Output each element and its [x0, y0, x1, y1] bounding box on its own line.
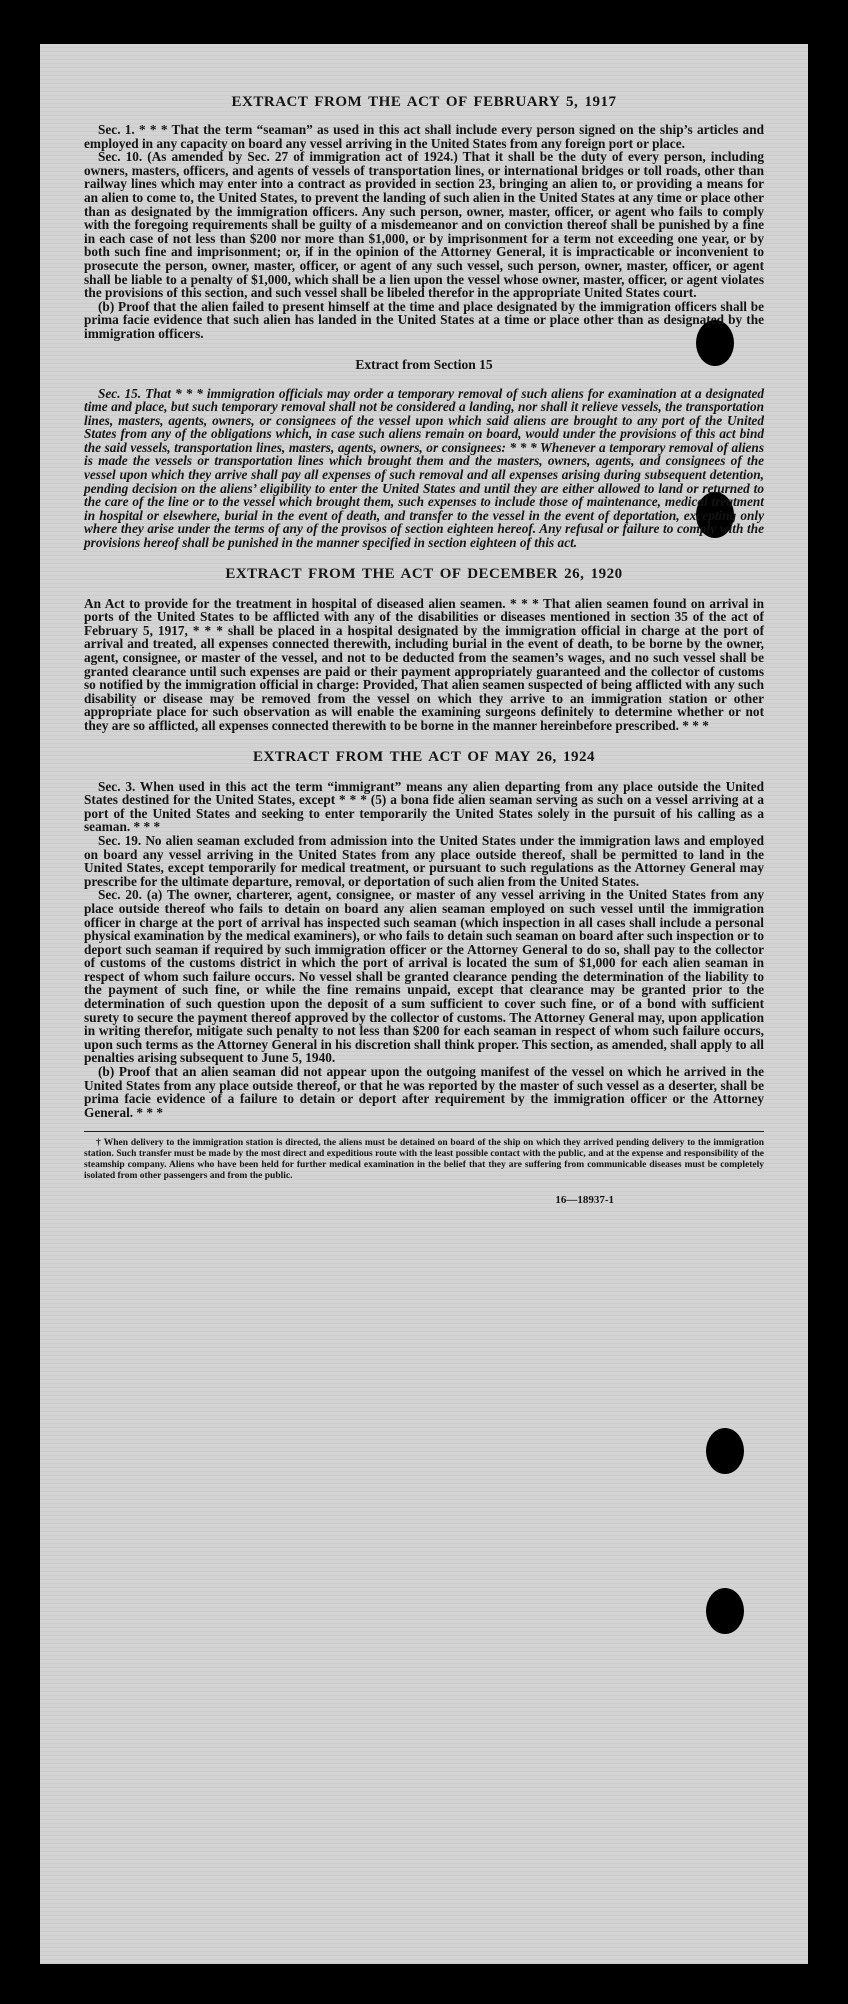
section-act-1917 — [84, 94, 764, 341]
paragraph: Sec. 3. When used in this act the term “immigrant” means any alien departing from any place outside the United States destined for the United States, except * * * (5) a bona fide alien seaman serving as such on a vessel arriving at a port of the United States and seeking to enter temporarily the United States solely in the pursuit of his calling as a seaman. * * * — [84, 778, 764, 835]
paragraph: Sec. 1. * * * That the term “seaman” as used in this act shall include every person signed on the ship’s articles and employed in any capacity on board any vessel arriving in the United States from any foreign port or place. — [84, 122, 764, 151]
section-act-1920 — [84, 566, 764, 733]
punch-hole — [706, 1588, 744, 1634]
punch-hole — [706, 1428, 744, 1474]
section-heading: EXTRACT FROM THE ACT OF MAY 26, 1924 — [252, 748, 596, 765]
paragraph: Sec. 19. No alien seaman excluded from admission into the United States under the immigration laws and employed on board any vessel arriving in the United States from any place outside thereof, shall be permitted to land in the United States, except temporarily for medical treatment, or pursuant to such regulations as the Attorney General may prescribe for the ultimate departure, removal, or deportation of such alien from the United States. — [84, 832, 764, 889]
section-heading: Extract from Section 15 — [355, 356, 493, 372]
paragraph: (b) Proof that the alien failed to present himself at the time and place designated by the immigration officers shall be prima facie evidence that such alien has landed in the United States at a time or place other than as designated by the immigration officers. — [84, 298, 764, 341]
paragraph: Sec. 15. That * * * immigration officials may order a temporary removal of such aliens for examination at a designated time and place, but such temporary removal shall not be considered a landing, nor shall it relieve vessels, the transportation lines, masters, agents, owners, or consignees of the vessel upon which said aliens are brought to any port of the United States from any of the obligations which, in case such aliens remain on board, would under the provisions of this act bind the said vessels, transportation lines, masters, agents, owners, or consignees: * * * Whenever a temporary removal of aliens is made the vessels or transportation lines which brought them and the masters, owners, agents, and consignees of the vessel upon which they arrive shall pay all expenses of such removal and all expenses arising during subsequent detention, pending decision on the aliens’ eligibility to enter the United States and until they are either allowed to land or returned to the care of the line or to the vessel which brought them, such expenses to include those of maintenance, medical treatment in hospital or elsewhere, burial in the event of death, and transfer to the vessel in the event of deportation, excepting only where they arise under the terms of any of the provisos of section eighteen hereof. Any refusal or failure to comply with the provisions hereof shall be punished in the manner specified in section eighteen of this act. — [84, 385, 764, 551]
form-number: 16—18937-1 — [555, 1193, 614, 1206]
section-heading: EXTRACT FROM THE ACT OF FEBRUARY 5, 1917 — [231, 94, 617, 110]
footnote-divider — [84, 1131, 764, 1132]
section-heading: EXTRACT FROM THE ACT OF DECEMBER 26, 1920 — [225, 565, 623, 582]
paragraph: Sec. 20. (a) The owner, charterer, agent, consignee, or master of any vessel arriving in the United States from any place outside thereof who fails to detain on board any alien seaman employed on such vessel until the immigration officer in charge at the port of arrival has inspected such seaman (which inspection in all cases shall include a personal physical examination by the medical examiners), or who fails to detain such seaman on board after such inspection or to deport such seaman if required by such immigration officer or the Attorney General to do so, shall pay to the collector of customs of the customs district in which the port of arrival is located the sum of $1,000 for each alien seaman in respect of whom such failure occurs. No vessel shall be granted clearance pending the determination of the liability to the payment of such fine, or while the fine remains unpaid, except that clearance may be granted prior to the determination of such question upon the deposit of a sum sufficient to cover such fine, or of a bond with sufficient surety to secure the payment thereof approved by the collector of customs. The Attorney General may, upon application in writing therefor, mitigate such penalty to not less than $200 for each seaman in respect of whom such failure occurs, upon such terms as the Attorney General in his discretion shall think proper. This section, as amended, shall apply to all penalties arising subsequent to June 5, 1940. — [84, 887, 764, 1066]
paragraph: Sec. 10. (As amended by Sec. 27 of immigration act of 1924.) That it shall be the duty of every person, including owners, masters, officers, and agents of vessels of transportation lines, or international bridges or toll roads, other than railway lines which may enter into a contract as provided in section 23, bringing an alien to, or providing a means for an alien to come to, the United States, to prevent the landing of such alien in the United States at any time or place other than as designated by the immigration officers. Any such person, owner, master, officer, or agent who fails to comply with the foregoing requirements shall be guilty of a misdemeanor and on conviction thereof shall be punished by a fine in each case of not less than $200 nor more than $1,000, or by imprisonment for a term not exceeding one year, or by both such fine and imprisonment; or, if in the opinion of the Attorney General, it is impracticable or inconvenient to prosecute the person, owner, master, officer, or agent of any such vessel, such person, owner, master, officer, or agent shall be liable to a penalty of $1,000, which shall be a lien upon the vessel whose owner, master, officer, or agent violates the provisions of this section, and such vessel shall be libeled therefor in the appropriate United States court. — [84, 149, 764, 301]
paragraph: An Act to provide for the treatment in hospital of diseased alien seamen. * * * That alien seamen found on arrival in ports of the United States to be afflicted with any of the disabilities or diseases mentioned in section 35 of the act of February 5, 1917, * * * shall be placed in a hospital designated by the immigration official in charge at the port of arrival and treated, all expenses connected therewith, including burial in the event of death, to be borne by the owner, agent, consignee, or master of the vessel, and not to be deducted from the seamen’s wages, and no such vessel shall be granted clearance until such expenses are paid or their payment appropriately guaranteed and the collector of customs so notified by the immigration official in charge: Provided, That alien seamen suspected of being afflicted with any such disability or disease may be removed from the vessel on which they arrive to an immigration station or other appropriate place for such observation as will enable the examining surgeons definitely to determine whether or not they are so afflicted, all expenses connected therewith to be borne in the manner hereinbefore prescribed. * * * — [84, 595, 764, 733]
document-body — [84, 94, 764, 1206]
section-act-1924 — [84, 749, 764, 1120]
paragraph: (b) Proof that an alien seaman did not appear upon the outgoing manifest of the vessel on which he arrived in the United States from any place outside thereof, or that he was reported by the master of such vessel as a deserter, shall be prima facie evidence of a failure to detain or deport after requirement by the immigration officer or the Attorney General. * * * — [84, 1064, 764, 1120]
footnote: † When delivery to the immigration station is directed, the aliens must be detained on board of the ship on which they arrived pending delivery to the immigration station. Such transfer must be made by the most direct and expeditious route with the least possible contact with the public, and at the expense and responsibility of the steamship company. Aliens who have been held for further medical examination in the belief that they are suffering from communicable diseases must be completely isolated from other passengers and from the public. — [84, 1138, 764, 1181]
section-15 — [84, 357, 764, 550]
